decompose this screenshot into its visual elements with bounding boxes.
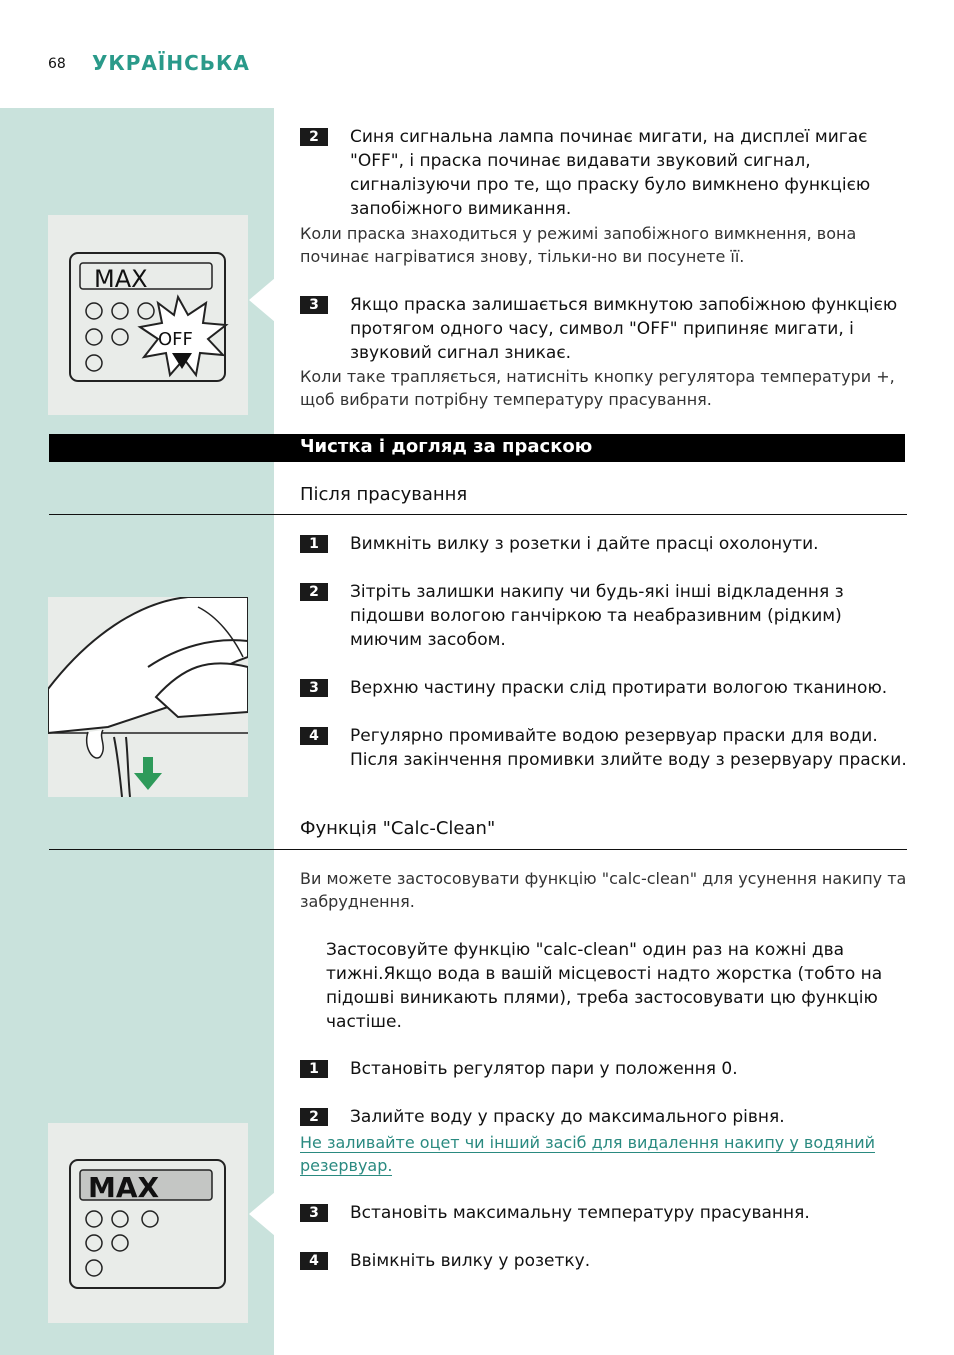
note-text: Коли таке трапляється, натисніть кнопку регулятора температури +, щоб вибрати потрібну температуру прасування.: [300, 367, 895, 409]
display-max-figure: [48, 1123, 248, 1323]
calc-intro: Ви можете застосовувати функцію "calc-clean" для усунення накипу та забруднення.: [300, 869, 907, 911]
calc-warning: [300, 1131, 900, 1177]
subhead-calc-clean: Функція "Calc-Clean": [300, 818, 496, 839]
iron-illustration: [48, 597, 248, 797]
step-text: Залийте воду у праску до максимального рівня.: [350, 1107, 785, 1127]
step-number: 1: [300, 1060, 328, 1078]
step-number: 3: [300, 296, 328, 314]
step-number: 2: [300, 128, 328, 146]
note-text: Коли праска знаходиться у режимі запобіжного вимкнення, вона починає нагріватися знову, тільки-но ви посунете її.: [300, 224, 857, 266]
step-number: 3: [300, 679, 328, 697]
page-number: 68: [48, 56, 66, 72]
section-banner: [49, 434, 905, 462]
step-text: Зітріть залишки накипу чи будь-які інші відкладення з підошви вологою ганчіркою та неабразивним (рідким) миючим засобом.: [350, 582, 844, 650]
step-number: 1: [300, 535, 328, 553]
step-number: 2: [300, 1108, 328, 1126]
divider: [49, 849, 907, 850]
max-label: MAX: [94, 265, 148, 293]
step-text: Ввімкніть вилку у розетку.: [350, 1251, 591, 1271]
step-number: 4: [300, 727, 328, 745]
figure-pointer: [249, 1192, 275, 1236]
step-text: Встановіть максимальну температуру прасування.: [350, 1203, 810, 1223]
step-text: Синя сигнальна лампа починає мигати, на дисплеї мигає "OFF", і праска починає видавати звуковий сигнал, сигналізуючи про те, що праску було вимкнено функцією запобіжного вимикання.: [350, 127, 871, 219]
step-number: 4: [300, 1252, 328, 1270]
step-text: Встановіть регулятор пари у положення 0.: [350, 1059, 738, 1079]
calc-warning-text: Не заливайте оцет чи інший засіб для видалення накипу у водяний резервуар.: [300, 1133, 876, 1175]
iron-draining-figure: [48, 597, 248, 797]
divider: [49, 514, 907, 515]
off-label: OFF: [158, 329, 193, 350]
step-text: Вимкніть вилку з розетки і дайте прасці охолонути.: [350, 534, 819, 554]
step-text: Верхню частину праски слід протирати вологою тканиною.: [350, 678, 888, 698]
max-label: MAX: [88, 1171, 160, 1204]
step-number: 3: [300, 1204, 328, 1222]
step-number: 2: [300, 583, 328, 601]
subhead-after-ironing: Після прасування: [300, 484, 468, 505]
step-text: Якщо праска залишається вимкнутою запобіжною функцією протягом одного часу, символ "OFF" припиняє мигати, і звуковий сигнал зникає.: [350, 295, 898, 363]
display-off-illustration: [48, 215, 248, 415]
figure-pointer: [249, 278, 275, 322]
display-max-illustration: [48, 1123, 248, 1323]
calc-advice-text: Застосовуйте функцію "calc-clean" один раз на кожні два тижні.Якщо вода в вашій місцевості надто жорстка (тобто на підошві виникають плями), треба застосовувати цю функцію частіше.: [326, 940, 883, 1032]
step-text: Регулярно промивайте водою резервуар праски для води. Після закінчення промивки злийте воду з резервуару праски.: [350, 726, 907, 770]
section-title: Чистка і догляд за праскою: [300, 436, 593, 457]
display-off-figure: [48, 215, 248, 415]
calc-advice: [326, 938, 906, 1034]
language-heading: УКРАЇНСЬКА: [92, 51, 250, 75]
